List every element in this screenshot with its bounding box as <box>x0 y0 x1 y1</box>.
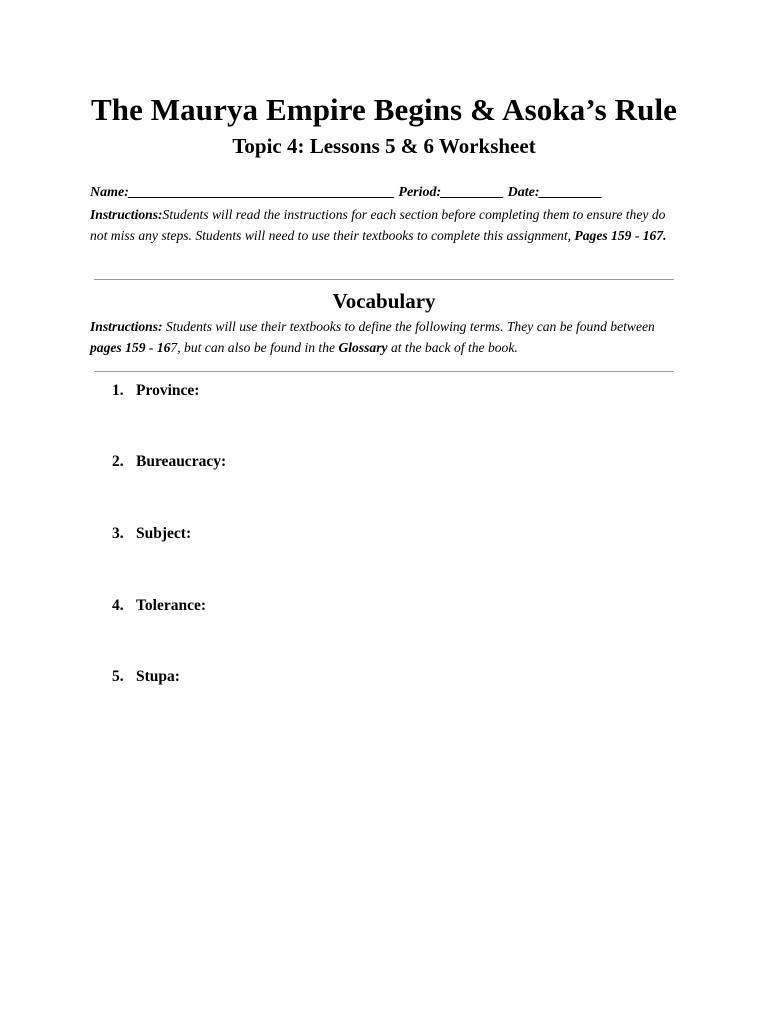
vocabulary-item-term: Stupa: <box>136 668 180 685</box>
vocabulary-instructions-pages: pages 159 - 16 <box>90 339 171 355</box>
vocabulary-instructions-label: Instructions: <box>90 319 163 334</box>
vocabulary-item-term: Province: <box>136 382 200 399</box>
vocabulary-item-bureaucracy <box>112 453 512 471</box>
period-blank: _________ <box>441 185 505 200</box>
main-instructions-text: Students will read the instructions for each section before completing them to ensure they do not miss any steps. Students will need to use their textbooks to complete this assignment, <box>90 207 666 243</box>
vocabulary-item-number: 2. <box>112 453 124 470</box>
divider <box>94 371 674 372</box>
main-instructions-pages: Pages 159 - 167 <box>574 227 664 243</box>
date-blank: _________ <box>539 185 603 200</box>
name-label: Name: <box>90 185 129 200</box>
main-instructions-end: . <box>663 227 667 243</box>
vocabulary-item-term: Tolerance: <box>136 597 207 614</box>
page-title: The Maurya Empire Begins & Asoka’s Rule <box>90 92 678 127</box>
vocabulary-instructions-text-3: at the back of the book. <box>387 339 518 355</box>
name-blank: ______________________________________ <box>128 185 395 200</box>
page-subtitle: Topic 4: Lessons 5 & 6 Worksheet <box>232 134 536 158</box>
vocabulary-item-number: 4. <box>112 597 124 614</box>
vocabulary-instructions-text-1: Students will use their textbooks to define the following terms. They can be found between <box>162 319 655 334</box>
vocabulary-item-number: 1. <box>112 382 124 399</box>
student-info-fields <box>90 185 680 201</box>
vocabulary-instructions-glossary: Glossary <box>338 339 388 355</box>
vocabulary-item-tolerance <box>112 597 512 615</box>
date-label: Date: <box>507 185 540 200</box>
vocabulary-item-number: 5. <box>112 668 124 685</box>
vocabulary-instructions-text-2: 7, but can also be found in the <box>170 339 339 355</box>
vocabulary-heading: Vocabulary <box>332 289 436 313</box>
vocabulary-item-number: 3. <box>112 525 124 542</box>
vocabulary-instructions <box>90 317 680 358</box>
vocabulary-item-subject <box>112 525 512 543</box>
period-label: Period: <box>398 185 442 200</box>
vocabulary-item-term: Subject: <box>136 525 192 542</box>
main-instructions <box>90 205 680 246</box>
vocabulary-item-province <box>112 382 512 400</box>
main-instructions-label: Instructions: <box>90 207 163 222</box>
divider <box>94 279 674 280</box>
vocabulary-item-stupa <box>112 668 512 686</box>
vocabulary-item-term: Bureaucracy: <box>136 453 227 470</box>
